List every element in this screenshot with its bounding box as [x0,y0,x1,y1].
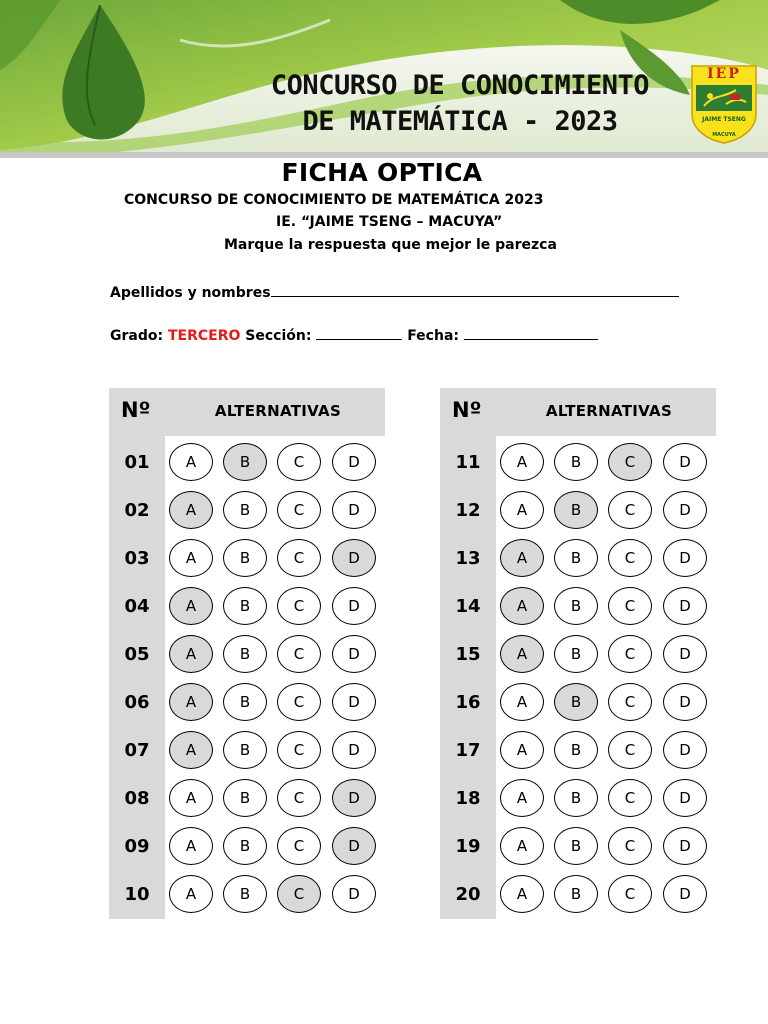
grade-row [110,326,598,344]
answer-row [440,776,716,824]
name-field[interactable] [110,283,679,301]
answer-bubble-a[interactable]: A [169,731,213,769]
answer-bubble-b[interactable]: B [554,875,598,913]
answer-bubble-b[interactable]: B [554,491,598,529]
logo-school-name: JAIME TSENG [702,116,746,123]
question-number: 12 [455,500,481,521]
school-logo [690,64,758,144]
answer-bubble-a[interactable]: A [169,779,213,817]
answer-row [440,440,716,488]
answer-row [109,824,385,872]
answer-bubble-c[interactable]: C [608,683,652,721]
question-number: 17 [455,740,481,761]
answer-row [109,728,385,776]
answer-bubble-a[interactable]: A [500,635,544,673]
answer-bubble-c[interactable]: C [277,779,321,817]
question-number: 08 [124,788,150,809]
answer-bubble-b[interactable]: B [554,779,598,817]
answer-row [109,536,385,584]
answer-row [109,488,385,536]
question-number: 10 [124,884,150,905]
answer-bubble-b[interactable]: B [554,827,598,865]
answer-bubble-a[interactable]: A [500,779,544,817]
answer-bubble-d[interactable]: D [663,875,707,913]
answer-bubble-a[interactable]: A [169,587,213,625]
number-column-header: Nº [121,398,151,422]
answer-bubble-c[interactable]: C [277,491,321,529]
question-number: 14 [455,596,481,617]
date-blank-line[interactable] [464,326,598,340]
answer-bubble-c[interactable]: C [608,827,652,865]
question-number: 09 [124,836,150,857]
header-banner [0,0,768,158]
question-number: 18 [455,788,481,809]
question-number: 07 [124,740,150,761]
answer-row [109,776,385,824]
answer-bubble-a[interactable]: A [169,683,213,721]
answer-bubble-b[interactable]: B [223,539,267,577]
contest-name: CONCURSO DE CONOCIMIENTO DE MATEMÁTICA 2023 [124,192,544,208]
answer-bubble-a[interactable]: A [500,731,544,769]
answer-bubble-c[interactable]: C [277,635,321,673]
answer-bubble-c[interactable]: C [608,443,652,481]
answer-bubble-c[interactable]: C [608,779,652,817]
answer-row [109,632,385,680]
number-column-header: Nº [452,398,482,422]
answer-row [440,680,716,728]
answer-bubble-c[interactable]: C [608,539,652,577]
answer-bubble-c[interactable]: C [277,731,321,769]
answer-bubble-b[interactable]: B [554,635,598,673]
answer-bubble-d[interactable]: D [332,635,376,673]
answer-row [440,872,716,920]
banner-title-line2: DE MATEMÁTICA - 2023 [302,106,618,137]
answer-bubble-b[interactable]: B [223,779,267,817]
answer-bubble-c[interactable]: C [277,587,321,625]
name-label: Apellidos y nombres [110,285,271,301]
answer-bubble-a[interactable]: A [169,539,213,577]
answer-bubble-c[interactable]: C [608,635,652,673]
answer-table-left [109,388,385,919]
grade-value: TERCERO [167,328,241,344]
answer-bubble-b[interactable]: B [223,875,267,913]
question-number: 05 [124,644,150,665]
answer-bubble-a[interactable]: A [169,875,213,913]
answer-row [109,872,385,920]
answer-bubble-a[interactable]: A [500,587,544,625]
answer-bubble-b[interactable]: B [554,731,598,769]
answer-bubble-d[interactable]: D [663,443,707,481]
question-number: 11 [455,452,481,473]
answer-bubble-c[interactable]: C [277,443,321,481]
logo-city: MACUYA [712,132,736,138]
question-number: 02 [124,500,150,521]
answer-bubble-d[interactable]: D [663,683,707,721]
question-number: 13 [455,548,481,569]
answer-row [109,584,385,632]
answer-bubble-a[interactable]: A [500,443,544,481]
answer-bubble-d[interactable]: D [663,635,707,673]
logo-iep-text: IEP [707,66,741,82]
answer-bubble-b[interactable]: B [223,827,267,865]
answer-bubble-d[interactable]: D [332,683,376,721]
question-number: 20 [455,884,481,905]
answer-bubble-d[interactable]: D [663,539,707,577]
answer-bubble-d[interactable]: D [332,587,376,625]
answer-bubble-d[interactable]: D [332,827,376,865]
name-blank-line[interactable] [271,283,679,297]
answer-bubble-b[interactable]: B [554,539,598,577]
date-label: Fecha: [407,328,459,344]
answer-bubble-b[interactable]: B [223,443,267,481]
answer-bubble-c[interactable]: C [608,491,652,529]
answer-row [440,728,716,776]
table-header [109,388,385,436]
answer-bubble-d[interactable]: D [332,731,376,769]
answer-bubble-d[interactable]: D [663,731,707,769]
answer-bubble-d[interactable]: D [332,539,376,577]
section-blank-line[interactable] [316,326,402,340]
answer-bubble-b[interactable]: B [223,683,267,721]
answer-bubble-d[interactable]: D [332,491,376,529]
answer-bubble-b[interactable]: B [223,491,267,529]
question-number: 19 [455,836,481,857]
answer-bubble-b[interactable]: B [554,683,598,721]
answer-row [109,440,385,488]
answer-row [109,680,385,728]
answer-bubble-d[interactable]: D [332,443,376,481]
answer-bubble-d[interactable]: D [663,587,707,625]
instructions: Marque la respuesta que mejor le parezca [224,237,557,253]
alternatives-column-header: ALTERNATIVAS [214,402,342,420]
answer-bubble-a[interactable]: A [169,827,213,865]
answer-bubble-b[interactable]: B [554,443,598,481]
answer-bubble-d[interactable]: D [332,779,376,817]
answer-bubble-c[interactable]: C [277,539,321,577]
answer-bubble-a[interactable]: A [500,827,544,865]
alternatives-column-header: ALTERNATIVAS [545,402,673,420]
answer-bubble-a[interactable]: A [169,635,213,673]
answer-bubble-c[interactable]: C [277,827,321,865]
answer-bubble-b[interactable]: B [223,587,267,625]
answer-bubble-a[interactable]: A [500,539,544,577]
section-label: Sección: [245,328,312,344]
answer-bubble-d[interactable]: D [663,827,707,865]
question-number: 03 [124,548,150,569]
answer-bubble-c[interactable]: C [608,731,652,769]
grade-label: Grado: [110,328,164,344]
answer-table-right [440,388,716,919]
answer-bubble-a[interactable]: A [500,875,544,913]
question-number: 15 [455,644,481,665]
question-number: 04 [124,596,150,617]
answer-bubble-c[interactable]: C [608,875,652,913]
question-number: 01 [124,452,150,473]
answer-bubble-a[interactable]: A [169,491,213,529]
answer-bubble-c[interactable]: C [277,875,321,913]
answer-bubble-b[interactable]: B [223,731,267,769]
answer-bubble-c[interactable]: C [608,587,652,625]
answer-bubble-d[interactable]: D [332,875,376,913]
answer-bubble-a[interactable]: A [500,491,544,529]
answer-bubble-b[interactable]: B [554,587,598,625]
answer-row [440,632,716,680]
answer-bubble-a[interactable]: A [500,683,544,721]
answer-bubble-b[interactable]: B [223,635,267,673]
answer-bubble-d[interactable]: D [663,779,707,817]
banner-title-line1: CONCURSO DE CONOCIMIENTO [270,70,650,101]
table-header [440,388,716,436]
answer-row [440,488,716,536]
question-number: 16 [455,692,481,713]
answer-row [440,536,716,584]
answer-bubble-c[interactable]: C [277,683,321,721]
school-name: IE. “JAIME TSENG – MACUYA” [276,214,503,230]
answer-bubble-a[interactable]: A [169,443,213,481]
answer-row [440,584,716,632]
answer-bubble-d[interactable]: D [663,491,707,529]
question-number: 06 [124,692,150,713]
page-title: FICHA OPTICA [281,158,483,187]
answer-row [440,824,716,872]
